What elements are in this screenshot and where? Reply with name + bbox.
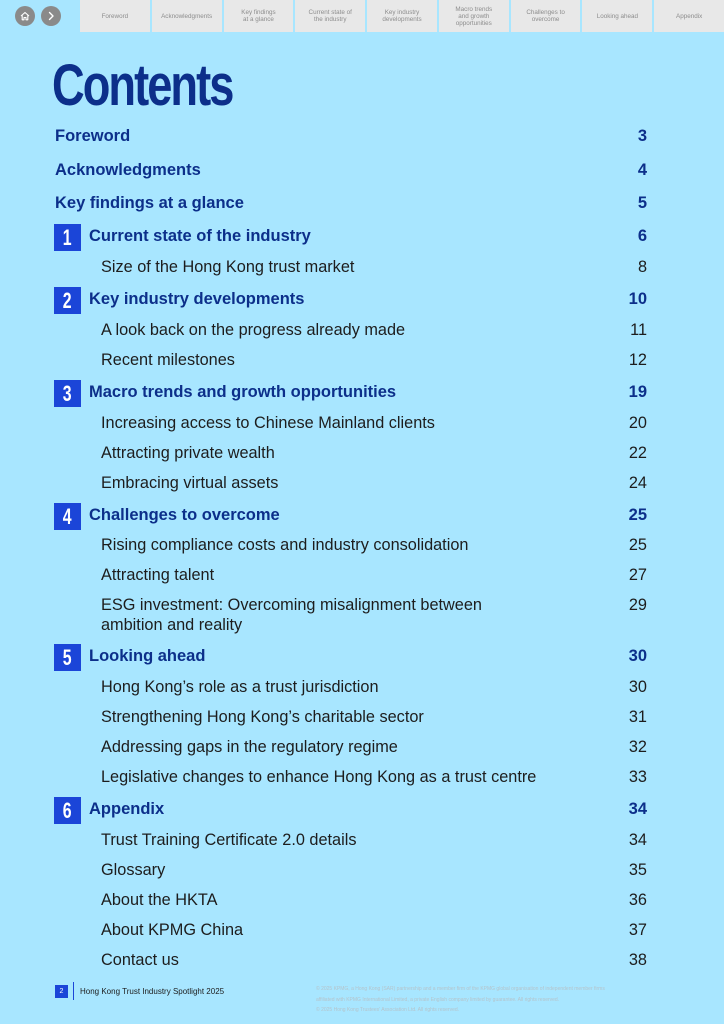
toc-subentry-label: Legislative changes to enhance Hong Kong as a trust centre	[101, 768, 537, 786]
legal-line: © 2025 Hong Kong Trustees’ Association Ltd. All rights reserved.	[316, 1007, 460, 1013]
toc-subentry-page: 38	[628, 951, 647, 969]
nav-tab[interactable]: Macro trends and growth opportunities	[439, 0, 509, 32]
section-number-badge	[54, 503, 81, 530]
toc-subentry-page: 35	[628, 861, 647, 879]
toc-entry-label: Acknowledgments	[55, 161, 201, 179]
toc-section-label: Appendix	[89, 800, 165, 818]
chevron-right-icon	[45, 10, 57, 22]
toc-section-page: 19	[628, 383, 647, 401]
section-number: 3	[63, 380, 72, 406]
toc-entry-label: Key findings at a glance	[55, 194, 244, 212]
toc-subentry-page: 24	[628, 474, 647, 492]
toc-subentry-page: 32	[628, 738, 647, 756]
toc-subentry-label: ESG investment: Overcoming misalignment between ambition and reality	[101, 596, 482, 634]
toc-subentry-label: Recent milestones	[101, 351, 235, 369]
nav-controls	[0, 0, 80, 32]
toc-subentry-page: 31	[628, 708, 647, 726]
toc-subentry-page: 37	[628, 921, 647, 939]
toc-subentry-label: Rising compliance costs and industry consolidation	[101, 536, 469, 554]
footer-publication-title: Hong Kong Trust Industry Spotlight 2025	[80, 987, 225, 996]
toc-subentry-page: 8	[637, 258, 647, 276]
toc-subentry-label: Attracting private wealth	[101, 444, 275, 462]
nav-tab[interactable]: Current state of the industry	[295, 0, 365, 32]
toc-subentry-page: 12	[628, 351, 647, 369]
toc-section-page: 10	[628, 290, 647, 308]
footer-legal-text	[316, 984, 676, 1016]
toc-section-page: 25	[628, 506, 647, 524]
toc-subentry-page: 11	[630, 321, 647, 339]
footer-divider	[73, 982, 74, 1000]
section-number-badge	[54, 644, 81, 671]
toc-subentry-label: Increasing access to Chinese Mainland clients	[101, 414, 435, 432]
toc-section-label: Macro trends and growth opportunities	[89, 383, 397, 401]
toc-subentry-label: Hong Kong’s role as a trust jurisdiction	[101, 678, 379, 696]
legal-line: affiliated with KPMG International Limited, a private English company limited by guarantee. All rights reserved.	[316, 996, 560, 1003]
nav-tab[interactable]: Key industry developments	[367, 0, 437, 32]
toc-section-page: 34	[628, 800, 647, 818]
legal-line: © 2025 KPMG, a Hong Kong (SAR) partnership and a member firm of the KPMG global organisation of independent member firms	[316, 986, 605, 992]
nav-tab[interactable]: Looking ahead	[582, 0, 652, 32]
nav-tab[interactable]: Key findings at a glance	[224, 0, 294, 32]
toc-entry-page: 3	[637, 127, 647, 145]
toc-subentry-page: 33	[628, 768, 647, 786]
toc-section-page: 6	[637, 227, 647, 245]
toc-subentry-page: 27	[628, 566, 647, 584]
toc-subentry-label: Embracing virtual assets	[101, 474, 279, 492]
toc-subentry-page: 22	[628, 444, 647, 462]
toc-entry-label: Foreword	[55, 127, 131, 145]
toc-subentry-page: 25	[628, 536, 647, 554]
toc-section-label: Key industry developments	[89, 290, 305, 308]
toc-subentry-page: 36	[628, 891, 647, 909]
home-icon	[19, 10, 31, 22]
toc-subentry-label: Attracting talent	[101, 566, 215, 584]
section-number-badge	[54, 380, 81, 407]
section-number-badge	[54, 287, 81, 314]
toc-section-label: Challenges to overcome	[89, 506, 280, 524]
toc-subentry-page: 34	[628, 831, 647, 849]
toc-entry-page: 4	[637, 161, 647, 179]
nav-tab[interactable]: Foreword	[80, 0, 150, 32]
section-number: 1	[63, 224, 72, 250]
next-page-button[interactable]	[41, 6, 61, 26]
toc-subentry-label: Contact us	[101, 951, 179, 969]
toc-subentry-label: About the HKTA	[101, 891, 218, 909]
toc-subentry-page: 30	[628, 678, 647, 696]
nav-tab[interactable]: Challenges to overcome	[511, 0, 581, 32]
toc-subentry-label: About KPMG China	[101, 921, 244, 939]
toc-section-page: 30	[628, 647, 647, 665]
toc-subentry-page: 29	[628, 596, 647, 614]
toc-subentry-label: Glossary	[101, 861, 166, 879]
toc-subentry-page: 20	[628, 414, 647, 432]
page-title: Contents	[52, 53, 233, 118]
nav-tab[interactable]: Appendix	[654, 0, 724, 32]
section-number: 2	[63, 287, 72, 313]
toc-subentry-label: A look back on the progress already made	[101, 321, 406, 339]
footer-page-number: 2	[55, 985, 68, 998]
home-button[interactable]	[15, 6, 35, 26]
top-navigation	[0, 0, 724, 32]
section-number: 5	[63, 644, 72, 670]
toc-section-label: Looking ahead	[89, 647, 206, 665]
section-number: 4	[63, 503, 72, 529]
toc-entry-page: 5	[637, 194, 647, 212]
toc-subentry-label: Addressing gaps in the regulatory regime	[101, 738, 398, 756]
section-number-badge	[54, 797, 81, 824]
toc-subentry-label: Strengthening Hong Kong’s charitable sector	[101, 708, 424, 726]
section-number: 6	[63, 797, 72, 823]
nav-tab[interactable]: Acknowledgments	[152, 0, 222, 32]
nav-tabs	[80, 0, 724, 32]
toc-subentry-label: Size of the Hong Kong trust market	[101, 258, 355, 276]
section-number-badge	[54, 224, 81, 251]
toc-subentry-label: Trust Training Certificate 2.0 details	[101, 831, 357, 849]
toc-section-label: Current state of the industry	[89, 227, 311, 245]
